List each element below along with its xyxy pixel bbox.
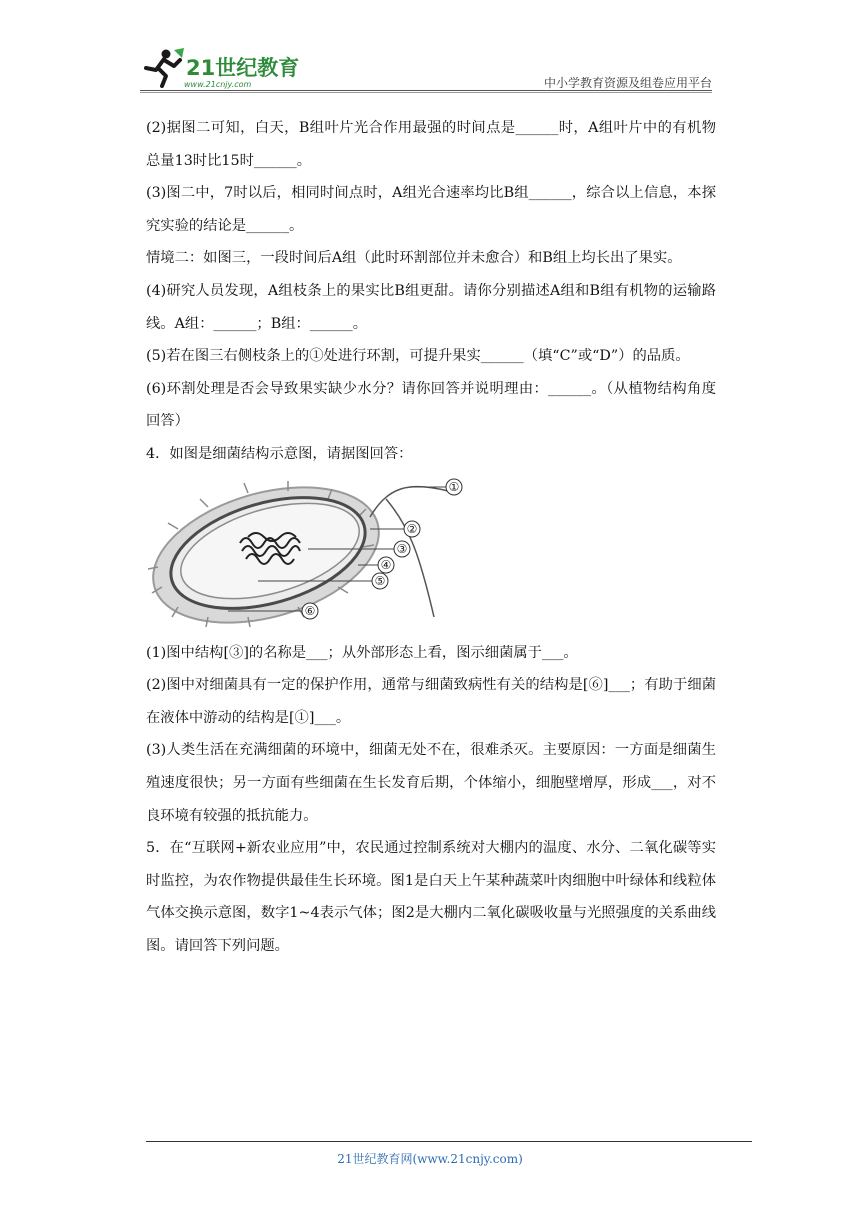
question-3-part-5: (5)若在图三右侧枝条上的①处进行环割，可提升果实______（填“C”或“D”）的品质。 [146, 348, 690, 365]
page-header [140, 40, 712, 92]
bacteria-structure-figure [148, 477, 478, 627]
document-body [146, 112, 716, 962]
label-3: ③ [396, 541, 408, 556]
label-4: ④ [380, 557, 392, 572]
question-3-part-2: (2)据图二可知，白天，B组叶片光合作用最强的时间点是______时，A组叶片中的有机物总量13时比15时______。 [146, 120, 716, 169]
header-tagline: 中小学教育资源及组卷应用平台 [543, 76, 712, 90]
bacteria-diagram [148, 477, 478, 627]
site-logo[interactable] [140, 46, 320, 90]
question-5-stem: 5．在“互联网+新农业应用”中，农民通过控制系统对大棚内的温度、水分、二氧化碳等实时监控，为农作物提供最佳生长环境。图1是白天上午某种蔬菜叶肉细胞中叶绿体和线粒体气体交换示意图，数字1~4表示气体；图2是大棚内二氧化碳吸收量与光照强度的关系曲线图。请回答下列问题。 [146, 840, 716, 954]
header-divider-thin [140, 92, 712, 93]
question-3-part-3: (3)图二中，7时以后，相同时间点时，A组光合速率均比B组______，综合以上信息，本探究实验的结论是______。 [146, 185, 716, 234]
label-6: ⑥ [304, 603, 316, 618]
logo-text: 21世纪教育 [186, 56, 300, 80]
page-footer[interactable]: 21世纪教育网(www.21cnjy.com) [337, 1152, 523, 1166]
label-5: ⑤ [374, 573, 386, 588]
scenario-two: 情境二：如图三，一段时间后A组（此时环割部位并未愈合）和B组上均长出了果实。 [146, 250, 682, 267]
question-4-part-3: (3)人类生活在充满细菌的环境中，细菌无处不在，很难杀灭。主要原因：一方面是细菌生殖速度很快；另一方面有些细菌在生长发育后期，个体缩小，细胞壁增厚，形成___，对不良环境有较强的抵抗能力。 [146, 742, 716, 824]
header-divider [140, 90, 712, 91]
label-1: ① [448, 479, 460, 494]
footer-divider [146, 1141, 752, 1142]
runner-icon [140, 46, 186, 90]
question-3-part-4: (4)研究人员发现，A组枝条上的果实比B组更甜。请你分别描述A组和B组有机物的运输路线。A组：______；B组：______。 [146, 282, 716, 332]
question-3-part-6: (6)环割处理是否会导致果实缺少水分？请你回答并说明理由：______。（从植物结构角度回答） [146, 380, 716, 430]
label-2: ② [406, 521, 418, 536]
question-4-part-1: (1)图中结构[③]的名称是___；从外部形态上看，图示细菌属于___。 [146, 644, 578, 661]
question-4-stem: 4．如图是细菌结构示意图，请据图回答： [146, 445, 413, 462]
question-4-part-2: (2)图中对细菌具有一定的保护作用，通常与细菌致病性有关的结构是[⑥]___；有助于细菌在液体中游动的结构是[①]___。 [146, 677, 716, 726]
logo-url: www.21cnjy.com [184, 80, 252, 89]
